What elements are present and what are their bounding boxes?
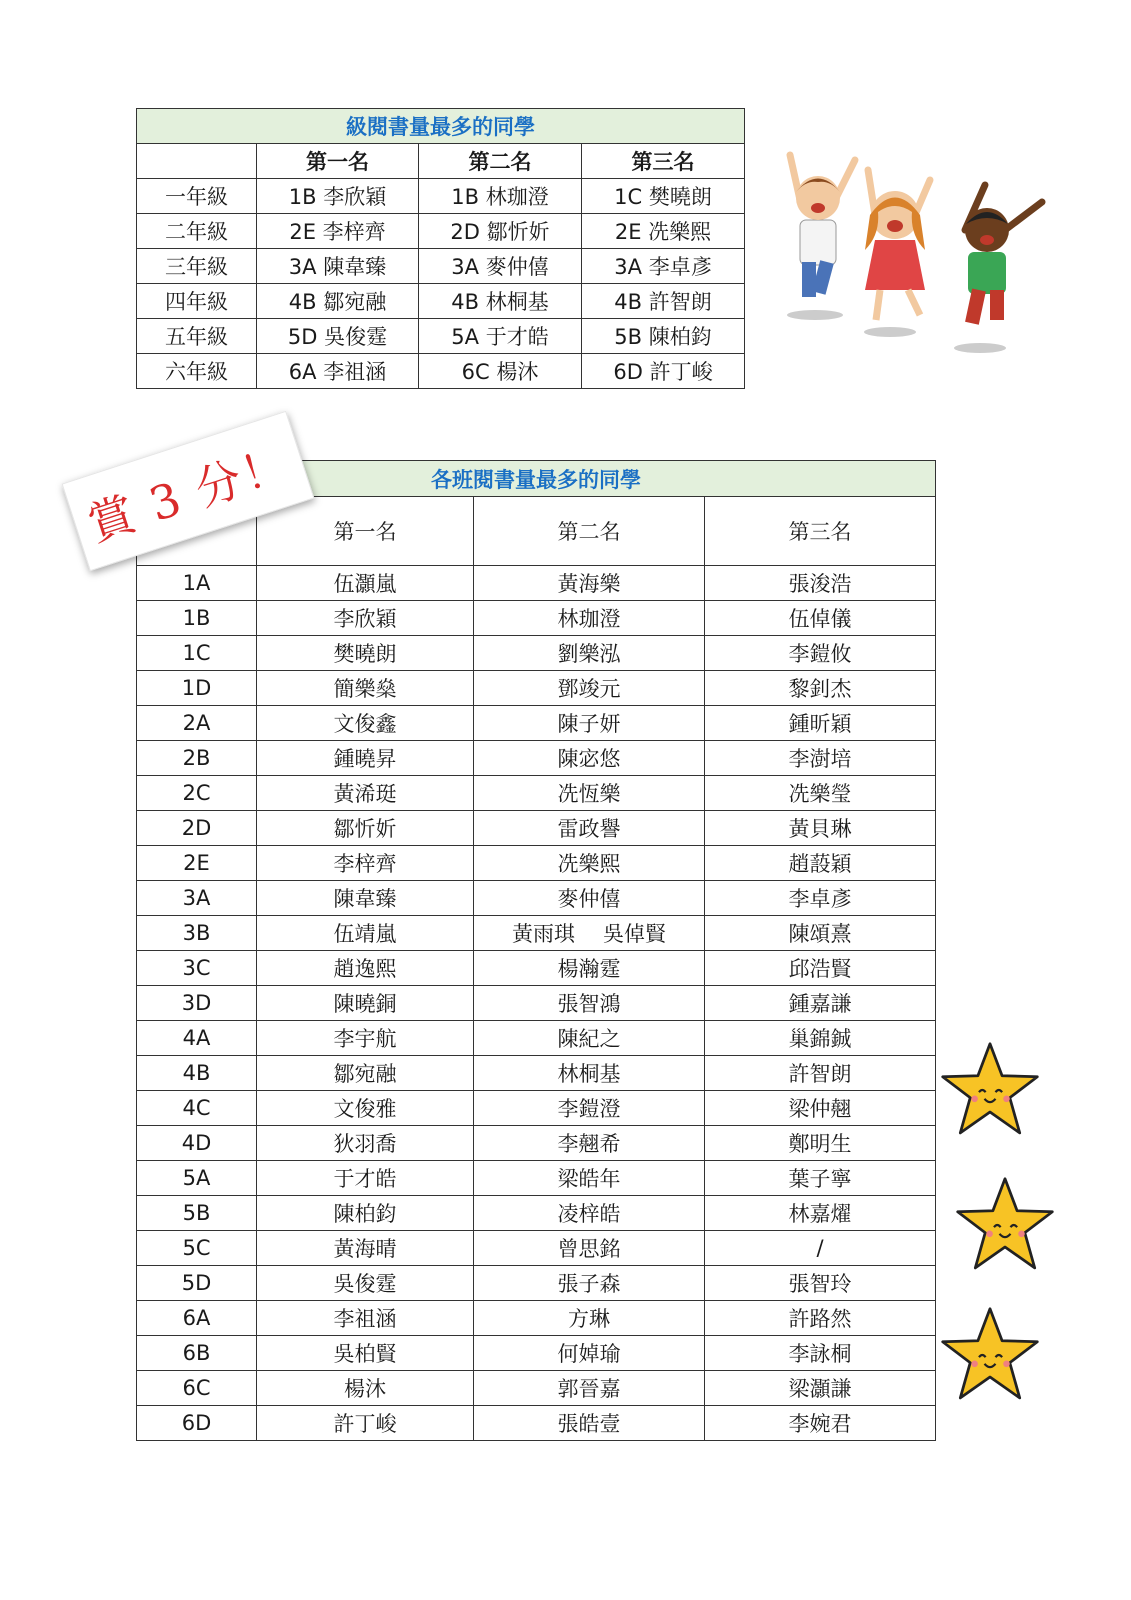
class-row xyxy=(137,1231,936,1266)
class-row xyxy=(137,776,936,811)
class-table-title: 各班閱書量最多的同學 xyxy=(137,461,936,497)
table-cell: 張智鴻 xyxy=(474,986,705,1021)
table-cell: 黃浠珽 xyxy=(257,776,474,811)
table-header-row xyxy=(137,144,745,179)
class-row xyxy=(137,916,936,951)
class-row xyxy=(137,811,936,846)
class-row xyxy=(137,1301,936,1336)
row-label: 5A xyxy=(137,1161,257,1196)
class-row xyxy=(137,601,936,636)
table-cell: 冼樂熙 xyxy=(474,846,705,881)
table-cell: 鍾曉昇 xyxy=(257,741,474,776)
table-cell: 林珈澄 xyxy=(474,601,705,636)
table-cell: 李卓彥 xyxy=(705,881,936,916)
table-cell: 4B 鄒宛融 xyxy=(257,284,419,319)
column-header: 第三名 xyxy=(582,144,745,179)
row-label: 2D xyxy=(137,811,257,846)
class-row xyxy=(137,986,936,1021)
table-cell: 冼恆樂 xyxy=(474,776,705,811)
table-cell: 林嘉燿 xyxy=(705,1196,936,1231)
row-label: 6A xyxy=(137,1301,257,1336)
table-cell: 雷政譽 xyxy=(474,811,705,846)
table-cell: 鄒宛融 xyxy=(257,1056,474,1091)
table-cell: 1B 李欣穎 xyxy=(257,179,419,214)
table-cell: 張皓壹 xyxy=(474,1406,705,1441)
class-row xyxy=(137,1406,936,1441)
row-label: 五年級 xyxy=(137,319,257,354)
table-cell: 1B 林珈澄 xyxy=(419,179,582,214)
table-cell: 李祖涵 xyxy=(257,1301,474,1336)
grade-row xyxy=(137,354,745,389)
smiling-star-icon xyxy=(950,1170,1060,1280)
row-label: 四年級 xyxy=(137,284,257,319)
table-cell: 梁灝謙 xyxy=(705,1371,936,1406)
table-cell: 鄧竣元 xyxy=(474,671,705,706)
table-cell: 陳頌熹 xyxy=(705,916,936,951)
row-label: 6C xyxy=(137,1371,257,1406)
table-cell: 李婉君 xyxy=(705,1406,936,1441)
table-cell: 冼樂瑩 xyxy=(705,776,936,811)
row-label: 4B xyxy=(137,1056,257,1091)
class-row xyxy=(137,706,936,741)
grade-row xyxy=(137,249,745,284)
jumping-children-illustration xyxy=(780,140,1080,370)
table-cell: 3A 陳韋臻 xyxy=(257,249,419,284)
column-header: 第二名 xyxy=(474,497,705,566)
table-cell: 吳俊霆 xyxy=(257,1266,474,1301)
row-label: 三年級 xyxy=(137,249,257,284)
table-cell: 4B 林桐基 xyxy=(419,284,582,319)
table-cell: 鄒忻妡 xyxy=(257,811,474,846)
grade-ranking-table xyxy=(136,108,745,389)
row-label: 6D xyxy=(137,1406,257,1441)
row-label: 3A xyxy=(137,881,257,916)
row-label: 2C xyxy=(137,776,257,811)
column-header: 第一名 xyxy=(257,144,419,179)
table-cell: 狄羽喬 xyxy=(257,1126,474,1161)
table-cell: 李欣穎 xyxy=(257,601,474,636)
class-row xyxy=(137,1091,936,1126)
row-label: 5B xyxy=(137,1196,257,1231)
table-cell: 6D 許丁峻 xyxy=(582,354,745,389)
row-label: 1A xyxy=(137,566,257,601)
row-label: 1C xyxy=(137,636,257,671)
row-label: 5D xyxy=(137,1266,257,1301)
class-row xyxy=(137,1371,936,1406)
grade-table-title: 級閱書量最多的同學 xyxy=(137,109,745,144)
class-row xyxy=(137,1021,936,1056)
table-cell: 李梓齊 xyxy=(257,846,474,881)
table-cell: 陳曉銅 xyxy=(257,986,474,1021)
table-cell: / xyxy=(705,1231,936,1266)
table-cell: 張子森 xyxy=(474,1266,705,1301)
row-label: 4C xyxy=(137,1091,257,1126)
row-label: 六年級 xyxy=(137,354,257,389)
table-cell: 趙逸熙 xyxy=(257,951,474,986)
table-cell: 2D 鄒忻妡 xyxy=(419,214,582,249)
table-cell: 李宇航 xyxy=(257,1021,474,1056)
table-cell: 楊沐 xyxy=(257,1371,474,1406)
table-cell: 3A 李卓彥 xyxy=(582,249,745,284)
column-header: 第一名 xyxy=(257,497,474,566)
class-row xyxy=(137,1336,936,1371)
table-cell: 伍靖嵐 xyxy=(257,916,474,951)
table-cell: 黎釗杰 xyxy=(705,671,936,706)
table-cell: 6A 李祖涵 xyxy=(257,354,419,389)
table-cell: 許路然 xyxy=(705,1301,936,1336)
table-cell: 趙蔎穎 xyxy=(705,846,936,881)
class-row xyxy=(137,846,936,881)
table-cell: 葉子寧 xyxy=(705,1161,936,1196)
table-cell: 凌梓皓 xyxy=(474,1196,705,1231)
class-row xyxy=(137,1126,936,1161)
class-row xyxy=(137,636,936,671)
table-cell: 李詠桐 xyxy=(705,1336,936,1371)
grade-row xyxy=(137,284,745,319)
row-label: 6B xyxy=(137,1336,257,1371)
class-row xyxy=(137,951,936,986)
table-cell: 1C 樊曉朗 xyxy=(582,179,745,214)
student-name: 吳倬賢 xyxy=(603,922,666,946)
student-name: 黃雨琪 xyxy=(512,922,575,946)
table-cell: 陳柏鈞 xyxy=(257,1196,474,1231)
table-cell: 李澍培 xyxy=(705,741,936,776)
table-cell: 文俊雅 xyxy=(257,1091,474,1126)
table-cell: 李翹希 xyxy=(474,1126,705,1161)
table-cell: 吳柏賢 xyxy=(257,1336,474,1371)
class-row xyxy=(137,1266,936,1301)
row-label: 2B xyxy=(137,741,257,776)
class-row xyxy=(137,741,936,776)
class-row xyxy=(137,881,936,916)
table-cell: 3A 麥仲僖 xyxy=(419,249,582,284)
row-label: 3B xyxy=(137,916,257,951)
table-cell: 5A 于才皓 xyxy=(419,319,582,354)
grade-row xyxy=(137,214,745,249)
table-cell: 鄭明生 xyxy=(705,1126,936,1161)
table-cell: 麥仲僖 xyxy=(474,881,705,916)
row-label: 二年級 xyxy=(137,214,257,249)
table-cell: 許智朗 xyxy=(705,1056,936,1091)
row-label: 1B xyxy=(137,601,257,636)
row-label: 4D xyxy=(137,1126,257,1161)
row-label: 2A xyxy=(137,706,257,741)
table-cell: 林桐基 xyxy=(474,1056,705,1091)
table-cell: 伍灝嵐 xyxy=(257,566,474,601)
table-cell: 于才皓 xyxy=(257,1161,474,1196)
table-cell: 梁仲翹 xyxy=(705,1091,936,1126)
class-row xyxy=(137,671,936,706)
table-cell xyxy=(474,916,705,951)
class-row xyxy=(137,1056,936,1091)
table-cell: 梁皓年 xyxy=(474,1161,705,1196)
row-label: 3C xyxy=(137,951,257,986)
row-label: 2E xyxy=(137,846,257,881)
table-cell: 曾思銘 xyxy=(474,1231,705,1266)
table-cell: 方琳 xyxy=(474,1301,705,1336)
column-header xyxy=(137,144,257,179)
reward-stamp: 賞 3 分！ xyxy=(62,411,315,571)
table-cell: 邱浩賢 xyxy=(705,951,936,986)
column-header: 第二名 xyxy=(419,144,582,179)
table-cell: 何婥瑜 xyxy=(474,1336,705,1371)
table-cell: 2E 冼樂熙 xyxy=(582,214,745,249)
row-label: 3D xyxy=(137,986,257,1021)
table-cell: 黃貝琳 xyxy=(705,811,936,846)
table-cell: 黃海晴 xyxy=(257,1231,474,1266)
grade-row xyxy=(137,179,745,214)
table-cell: 4B 許智朗 xyxy=(582,284,745,319)
class-row xyxy=(137,1196,936,1231)
class-row xyxy=(137,1161,936,1196)
class-ranking-table xyxy=(136,460,936,1441)
table-cell: 劉樂泓 xyxy=(474,636,705,671)
table-cell: 伍倬儀 xyxy=(705,601,936,636)
table-cell: 李鎧澄 xyxy=(474,1091,705,1126)
table-cell: 張智玲 xyxy=(705,1266,936,1301)
row-label: 一年級 xyxy=(137,179,257,214)
smiling-star-icon xyxy=(935,1300,1045,1410)
table-cell: 巢錦鋮 xyxy=(705,1021,936,1056)
row-label: 4A xyxy=(137,1021,257,1056)
table-cell: 樊曉朗 xyxy=(257,636,474,671)
table-cell: 鍾昕穎 xyxy=(705,706,936,741)
table-cell: 6C 楊沐 xyxy=(419,354,582,389)
table-cell: 陳子妍 xyxy=(474,706,705,741)
smiling-star-icon xyxy=(935,1035,1045,1145)
table-cell: 5D 吳俊霆 xyxy=(257,319,419,354)
table-cell: 陳紀之 xyxy=(474,1021,705,1056)
class-row xyxy=(137,566,936,601)
table-cell: 簡樂燊 xyxy=(257,671,474,706)
table-cell: 陳宓悠 xyxy=(474,741,705,776)
column-header: 第三名 xyxy=(705,497,936,566)
table-cell: 5B 陳柏鈞 xyxy=(582,319,745,354)
table-cell: 黃海樂 xyxy=(474,566,705,601)
table-cell: 李鎧攸 xyxy=(705,636,936,671)
table-cell: 許丁峻 xyxy=(257,1406,474,1441)
row-label: 1D xyxy=(137,671,257,706)
table-cell: 楊瀚霆 xyxy=(474,951,705,986)
grade-row xyxy=(137,319,745,354)
table-cell: 鍾嘉謙 xyxy=(705,986,936,1021)
table-cell: 2E 李梓齊 xyxy=(257,214,419,249)
table-cell: 郭晉嘉 xyxy=(474,1371,705,1406)
table-cell: 陳韋臻 xyxy=(257,881,474,916)
table-cell: 文俊鑫 xyxy=(257,706,474,741)
table-cell: 張浚浩 xyxy=(705,566,936,601)
row-label: 5C xyxy=(137,1231,257,1266)
